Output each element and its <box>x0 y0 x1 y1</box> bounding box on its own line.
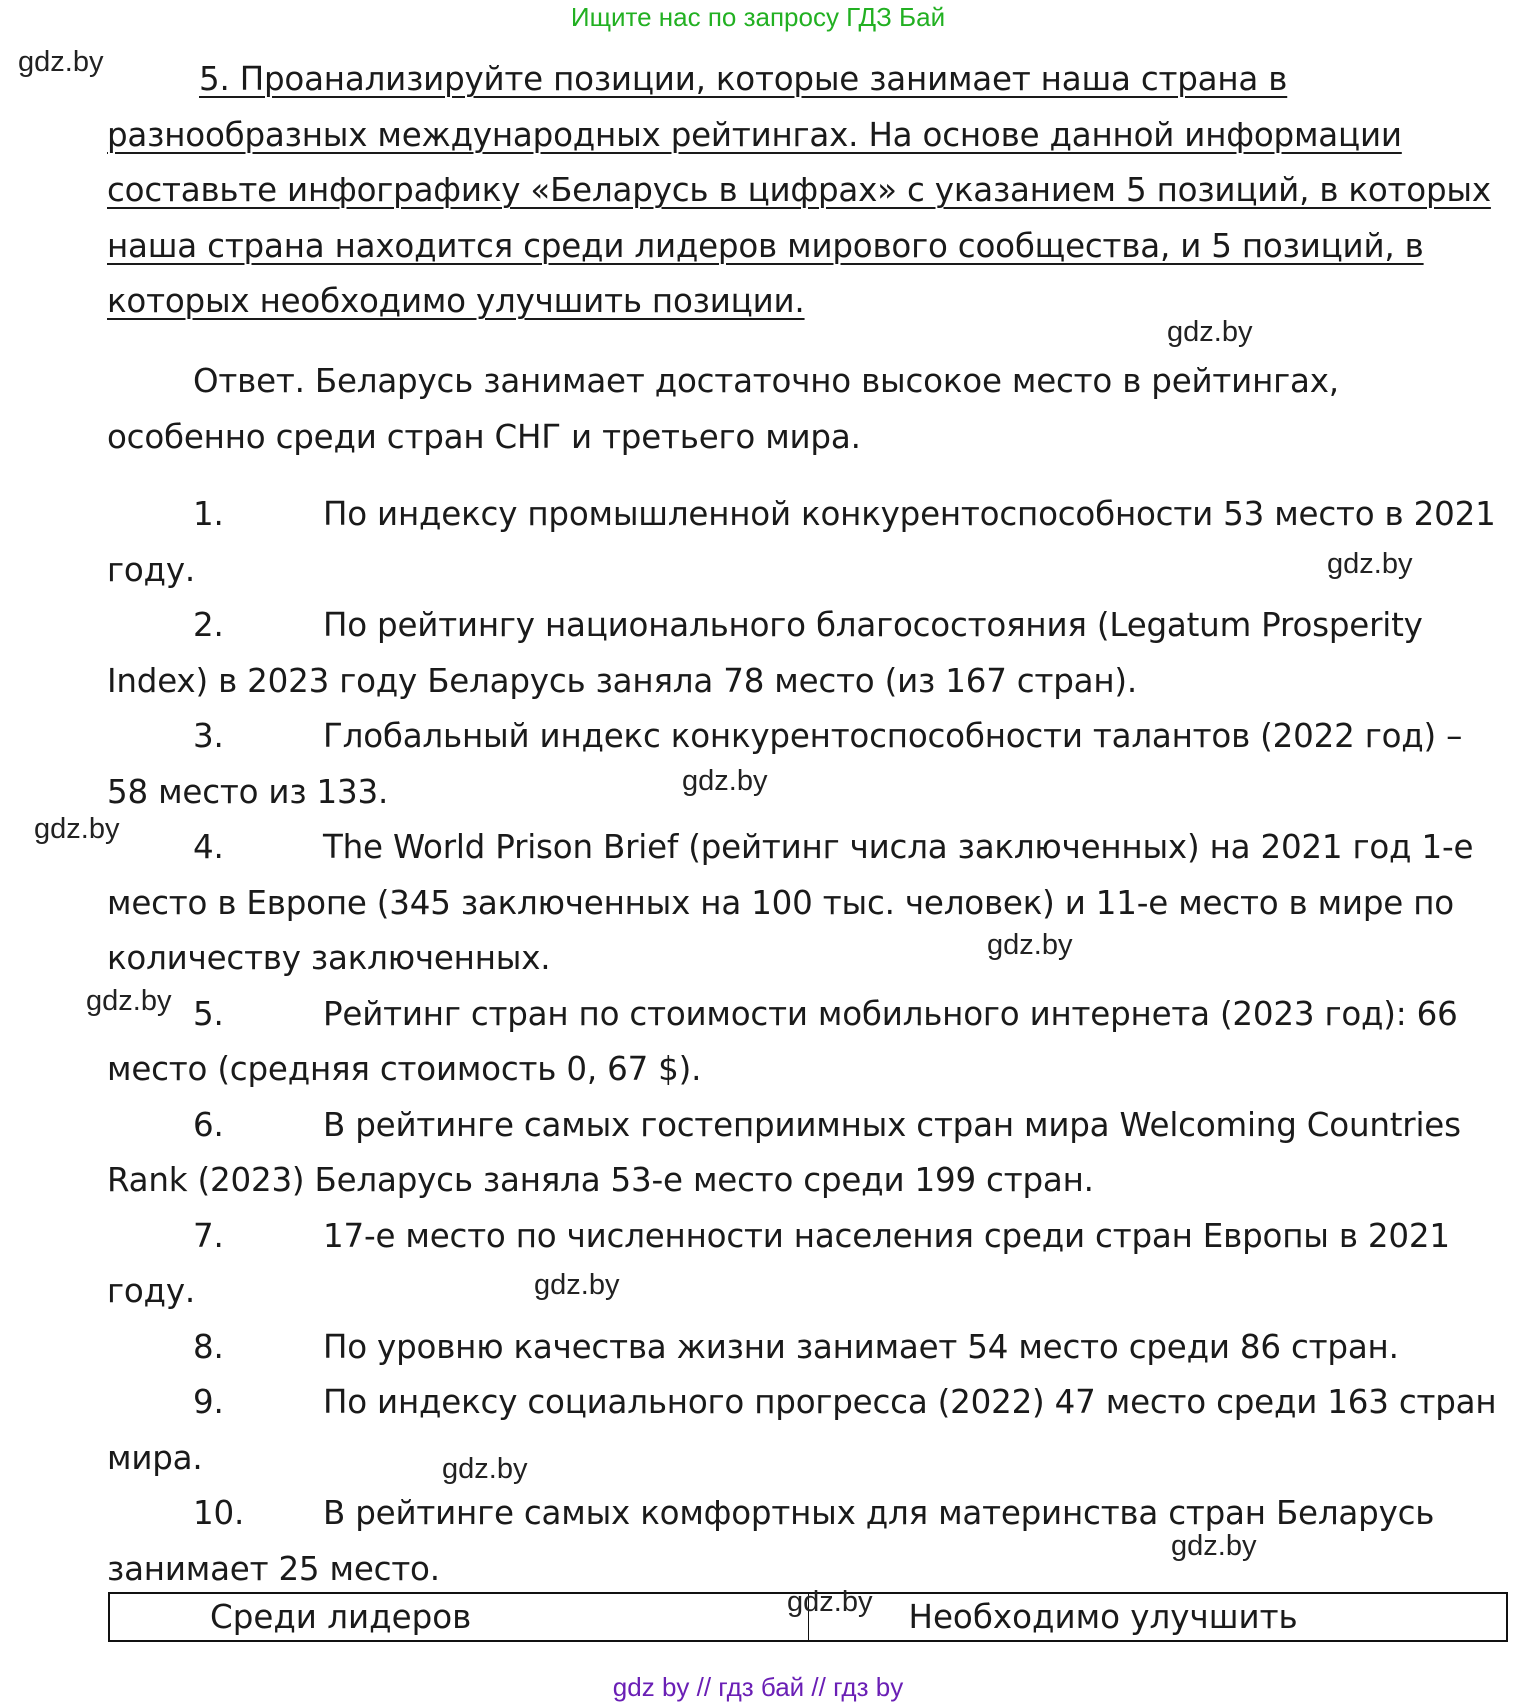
list-item-number: 6. <box>193 1105 224 1144</box>
list-item <box>107 709 1507 820</box>
footer-links[interactable]: gdz by // гдз бай // гдз by <box>612 1672 904 1702</box>
table-header-improve: Необходимо улучшить <box>908 1598 1298 1636</box>
ranking-list <box>107 487 1507 1597</box>
watermark: gdz.by <box>86 985 172 1017</box>
watermark: gdz.by <box>1171 1530 1257 1562</box>
watermark: gdz.by <box>987 929 1073 961</box>
watermark: gdz.by <box>18 46 104 78</box>
list-item <box>107 1098 1507 1209</box>
list-item <box>107 598 1507 709</box>
task-rest: разнообразных международных рейтингах. На основе данной информации составьте инфографику «Беларусь в цифрах» с указанием 5 позиций, в которых наша страна находится среди лидеров мирового сообщества, и 5 позиций, в которых необходимо улучшить позиции. <box>107 115 1491 320</box>
watermark: gdz.by <box>34 813 120 845</box>
list-item-number: 4. <box>193 828 224 866</box>
answer-lead: Ответ. Беларусь занимает достаточно высокое место в рейтингах, особенно среди стран СНГ и третьего мира. <box>107 362 1339 456</box>
list-item-text: По индексу промышленной конкурентоспособности 53 место в 2021 году. <box>107 495 1496 589</box>
watermark: gdz.by <box>787 1586 873 1618</box>
top-banner[interactable]: Ищите нас по запросу ГДЗ Бай <box>570 2 946 32</box>
list-item <box>107 487 1507 598</box>
watermark: gdz.by <box>1327 548 1413 580</box>
list-item-text: В рейтинге самых комфортных для материнства стран Беларусь занимает 25 место. <box>107 1494 1435 1588</box>
list-item-text: Рейтинг стран по стоимости мобильного интернета (2023 год): 66 место (средняя стоимость 0, 67 $). <box>107 994 1458 1088</box>
list-item <box>107 820 1507 987</box>
list-item-text: По рейтингу национального благосостояния (Legatum Prosperity Index) в 2023 году Беларусь заняла 78 место (из 167 стран). <box>107 606 1423 700</box>
list-item <box>107 987 1507 1098</box>
watermark: gdz.by <box>534 1269 620 1301</box>
task-lead: 5. Проанализируйте позиции, которые занимает наша страна в <box>199 60 1288 98</box>
watermark: gdz.by <box>1167 316 1253 348</box>
list-item-text: 17-е место по численности населения среди стран Европы в 2021 году. <box>107 1216 1450 1310</box>
list-item <box>107 1375 1507 1486</box>
list-item-number: 3. <box>193 717 224 755</box>
list-item-text: По индексу социального прогресса (2022) 47 место среди 163 стран мира. <box>107 1383 1497 1477</box>
table-header-leaders: Среди лидеров <box>110 1594 809 1640</box>
list-item-number: 10. <box>193 1494 245 1532</box>
list-item-number: 8. <box>193 1327 224 1366</box>
watermark: gdz.by <box>442 1453 528 1485</box>
list-item-text: Глобальный индекс конкурентоспособности талантов (2022 год) – 58 место из 133. <box>107 717 1463 811</box>
task-text <box>107 52 1507 330</box>
list-item-number: 2. <box>193 606 224 644</box>
list-item-number: 9. <box>193 1383 224 1421</box>
list-item-number: 1. <box>193 495 224 533</box>
list-item-text: The World Prison Brief (рейтинг числа заключенных) на 2021 год 1-е место в Европе (345 заключенных на 100 тыс. человек) и 11-е место в мире по количеству заключенных. <box>107 828 1474 977</box>
answer-text <box>107 354 1507 465</box>
list-item-number: 5. <box>193 994 224 1033</box>
list-item-text: По уровню качества жизни занимает 54 место среди 86 стран. <box>323 1327 1399 1366</box>
list-item <box>107 1486 1507 1597</box>
list-item <box>107 1320 1507 1376</box>
list-item <box>107 1209 1507 1320</box>
list-item-number: 7. <box>193 1216 224 1255</box>
list-item-text: В рейтинге самых гостеприимных стран мира Welcoming Countries Rank (2023) Беларусь заняла 53-е место среди 199 стран. <box>107 1105 1461 1199</box>
watermark: gdz.by <box>682 765 768 797</box>
